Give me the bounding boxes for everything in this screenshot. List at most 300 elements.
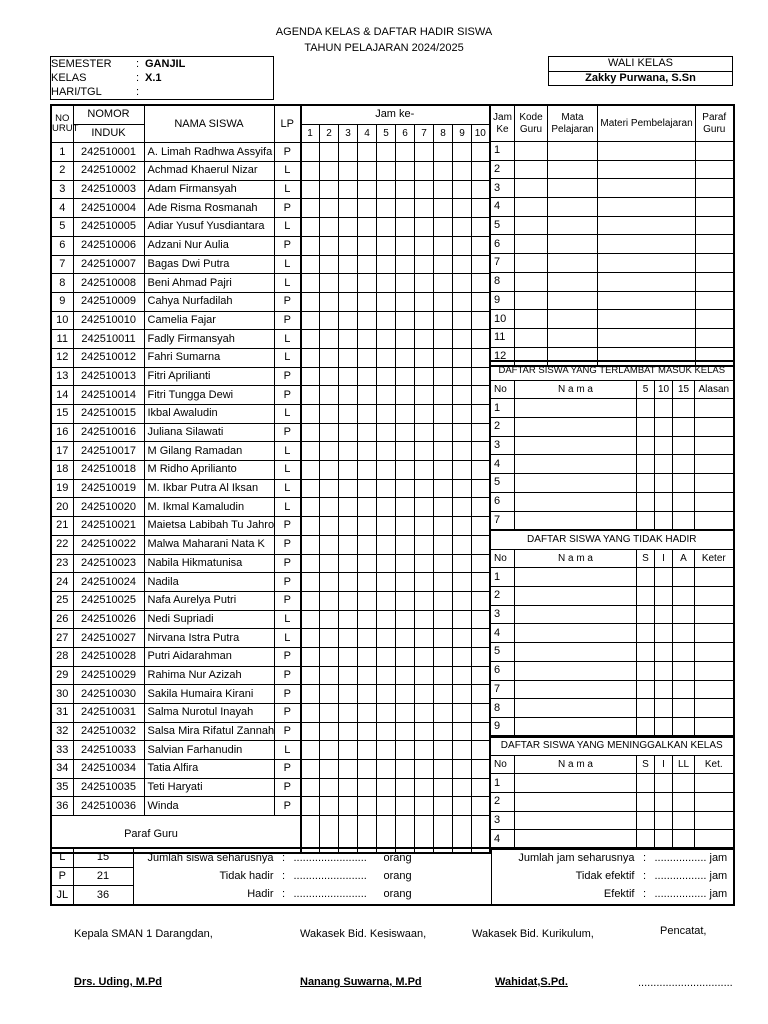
list-cell[interactable] — [655, 455, 673, 474]
list-cell[interactable] — [673, 811, 695, 830]
list-cell[interactable] — [637, 717, 655, 736]
jam-cell[interactable] — [339, 386, 358, 405]
jam-cell[interactable] — [320, 517, 339, 536]
jam-cell[interactable] — [301, 535, 320, 554]
jam-cell[interactable] — [377, 760, 396, 779]
list-cell[interactable] — [655, 811, 673, 830]
jam-cell[interactable] — [301, 311, 320, 330]
jam-cell[interactable] — [377, 517, 396, 536]
jam-cell[interactable] — [472, 760, 490, 779]
jam-cell[interactable] — [472, 218, 490, 237]
jam-cell[interactable] — [472, 292, 490, 311]
jam-cell[interactable] — [339, 797, 358, 816]
agenda-cell[interactable] — [548, 291, 598, 310]
list-cell[interactable] — [637, 774, 655, 793]
jam-cell[interactable] — [377, 722, 396, 741]
jam-cell[interactable] — [358, 218, 377, 237]
jam-cell[interactable] — [453, 405, 472, 424]
jam-cell[interactable] — [320, 722, 339, 741]
jam-cell[interactable] — [377, 274, 396, 293]
jam-cell[interactable] — [434, 367, 453, 386]
jam-cell[interactable] — [339, 143, 358, 162]
jam-cell[interactable] — [301, 685, 320, 704]
list-cell[interactable] — [637, 605, 655, 624]
list-cell[interactable] — [637, 436, 655, 455]
agenda-cell[interactable] — [515, 291, 548, 310]
jam-cell[interactable] — [320, 704, 339, 723]
list-cell[interactable] — [673, 474, 695, 493]
jam-cell[interactable] — [472, 348, 490, 367]
jam-cell[interactable] — [339, 591, 358, 610]
agenda-cell[interactable] — [515, 198, 548, 217]
jam-cell[interactable] — [358, 330, 377, 349]
jam-cell[interactable] — [396, 760, 415, 779]
list-cell[interactable] — [637, 568, 655, 587]
list-cell[interactable] — [655, 492, 673, 511]
agenda-cell[interactable] — [696, 291, 734, 310]
jam-cell[interactable] — [320, 180, 339, 199]
list-cell[interactable] — [695, 624, 734, 643]
jam-cell[interactable] — [415, 722, 434, 741]
jam-cell[interactable] — [377, 666, 396, 685]
agenda-cell[interactable] — [696, 179, 734, 198]
list-cell[interactable] — [655, 680, 673, 699]
jam-cell[interactable] — [358, 610, 377, 629]
jam-cell[interactable] — [301, 704, 320, 723]
jam-cell[interactable] — [472, 479, 490, 498]
agenda-cell[interactable] — [696, 160, 734, 179]
jam-cell[interactable] — [301, 367, 320, 386]
list-cell[interactable] — [695, 680, 734, 699]
jam-cell[interactable] — [320, 554, 339, 573]
jam-cell[interactable] — [320, 498, 339, 517]
list-cell[interactable] — [515, 436, 637, 455]
jam-cell[interactable] — [339, 348, 358, 367]
jam-cell[interactable] — [320, 573, 339, 592]
jam-cell[interactable] — [358, 180, 377, 199]
jam-cell[interactable] — [415, 386, 434, 405]
jam-cell[interactable] — [377, 573, 396, 592]
jam-cell[interactable] — [434, 666, 453, 685]
agenda-cell[interactable] — [515, 310, 548, 329]
jam-cell[interactable] — [415, 479, 434, 498]
jam-cell[interactable] — [377, 405, 396, 424]
jam-cell[interactable] — [320, 442, 339, 461]
jam-cell[interactable] — [301, 498, 320, 517]
jam-cell[interactable] — [339, 722, 358, 741]
jam-cell[interactable] — [453, 517, 472, 536]
jam-cell[interactable] — [358, 199, 377, 218]
list-cell[interactable] — [637, 680, 655, 699]
jam-cell[interactable] — [415, 498, 434, 517]
list-cell[interactable] — [655, 418, 673, 437]
jam-cell[interactable] — [339, 405, 358, 424]
jam-cell[interactable] — [472, 647, 490, 666]
jam-cell[interactable] — [358, 348, 377, 367]
jam-cell[interactable] — [377, 610, 396, 629]
jam-cell[interactable] — [301, 591, 320, 610]
jam-cell[interactable] — [358, 573, 377, 592]
jam-cell[interactable] — [377, 647, 396, 666]
list-cell[interactable] — [655, 511, 673, 530]
list-cell[interactable] — [637, 418, 655, 437]
jam-cell[interactable] — [434, 405, 453, 424]
jam-cell[interactable] — [453, 685, 472, 704]
jam-cell[interactable] — [358, 704, 377, 723]
jam-cell[interactable] — [415, 367, 434, 386]
jam-cell[interactable] — [434, 479, 453, 498]
jam-cell[interactable] — [472, 274, 490, 293]
jam-cell[interactable] — [415, 666, 434, 685]
jam-cell[interactable] — [339, 162, 358, 181]
list-cell[interactable] — [655, 436, 673, 455]
jam-cell[interactable] — [453, 591, 472, 610]
jam-cell[interactable] — [472, 367, 490, 386]
list-cell[interactable] — [515, 587, 637, 606]
list-cell[interactable] — [673, 699, 695, 718]
jam-cell[interactable] — [434, 573, 453, 592]
jam-cell[interactable] — [396, 442, 415, 461]
jam-cell[interactable] — [339, 442, 358, 461]
jam-cell[interactable] — [339, 199, 358, 218]
jam-cell[interactable] — [396, 180, 415, 199]
jam-cell[interactable] — [339, 554, 358, 573]
jam-cell[interactable] — [415, 517, 434, 536]
jam-cell[interactable] — [339, 236, 358, 255]
jam-cell[interactable] — [415, 330, 434, 349]
list-cell[interactable] — [695, 492, 734, 511]
jam-cell[interactable] — [377, 442, 396, 461]
jam-cell[interactable] — [358, 629, 377, 648]
agenda-cell[interactable] — [696, 254, 734, 273]
jam-cell[interactable] — [396, 348, 415, 367]
list-cell[interactable] — [673, 511, 695, 530]
jam-cell[interactable] — [301, 236, 320, 255]
list-cell[interactable] — [673, 661, 695, 680]
jam-cell[interactable] — [453, 704, 472, 723]
jam-cell[interactable] — [339, 180, 358, 199]
list-cell[interactable] — [637, 587, 655, 606]
jam-cell[interactable] — [434, 760, 453, 779]
jam-cell[interactable] — [472, 255, 490, 274]
jam-cell[interactable] — [339, 741, 358, 760]
jam-cell[interactable] — [453, 741, 472, 760]
list-cell[interactable] — [695, 774, 734, 793]
jam-cell[interactable] — [415, 778, 434, 797]
list-cell[interactable] — [515, 774, 637, 793]
jam-cell[interactable] — [301, 573, 320, 592]
jam-cell[interactable] — [320, 311, 339, 330]
jam-cell[interactable] — [301, 423, 320, 442]
list-cell[interactable] — [515, 811, 637, 830]
jam-cell[interactable] — [396, 722, 415, 741]
jam-cell[interactable] — [472, 199, 490, 218]
jam-cell[interactable] — [415, 162, 434, 181]
jam-cell[interactable] — [339, 666, 358, 685]
agenda-cell[interactable] — [548, 310, 598, 329]
jam-cell[interactable] — [453, 722, 472, 741]
jam-cell[interactable] — [377, 704, 396, 723]
jam-cell[interactable] — [396, 535, 415, 554]
list-cell[interactable] — [673, 793, 695, 812]
jam-cell[interactable] — [415, 760, 434, 779]
list-cell[interactable] — [673, 643, 695, 662]
list-cell[interactable] — [655, 717, 673, 736]
jam-cell[interactable] — [358, 797, 377, 816]
list-cell[interactable] — [637, 455, 655, 474]
jam-cell[interactable] — [358, 461, 377, 480]
jam-cell[interactable] — [301, 162, 320, 181]
jam-cell[interactable] — [358, 498, 377, 517]
jam-cell[interactable] — [396, 461, 415, 480]
list-cell[interactable] — [655, 605, 673, 624]
jam-cell[interactable] — [301, 722, 320, 741]
jam-cell[interactable] — [434, 722, 453, 741]
list-cell[interactable] — [673, 605, 695, 624]
jam-cell[interactable] — [396, 704, 415, 723]
jam-cell[interactable] — [320, 255, 339, 274]
agenda-cell[interactable] — [598, 310, 696, 329]
jam-cell[interactable] — [396, 498, 415, 517]
jam-cell[interactable] — [377, 199, 396, 218]
list-cell[interactable] — [515, 680, 637, 699]
jam-cell[interactable] — [434, 442, 453, 461]
agenda-cell[interactable] — [515, 216, 548, 235]
jam-cell[interactable] — [434, 704, 453, 723]
jam-cell[interactable] — [472, 554, 490, 573]
jam-cell[interactable] — [377, 797, 396, 816]
jam-cell[interactable] — [358, 591, 377, 610]
list-cell[interactable] — [695, 511, 734, 530]
jam-cell[interactable] — [396, 405, 415, 424]
list-cell[interactable] — [515, 624, 637, 643]
list-cell[interactable] — [515, 793, 637, 812]
jam-cell[interactable] — [415, 143, 434, 162]
jam-cell[interactable] — [396, 685, 415, 704]
jam-cell[interactable] — [396, 666, 415, 685]
jam-cell[interactable] — [396, 423, 415, 442]
jam-cell[interactable] — [434, 535, 453, 554]
jam-cell[interactable] — [453, 199, 472, 218]
jam-cell[interactable] — [358, 479, 377, 498]
agenda-cell[interactable] — [696, 328, 734, 347]
jam-cell[interactable] — [472, 629, 490, 648]
jam-cell[interactable] — [396, 386, 415, 405]
jam-cell[interactable] — [434, 330, 453, 349]
jam-cell[interactable] — [301, 778, 320, 797]
jam-cell[interactable] — [320, 143, 339, 162]
jam-cell[interactable] — [358, 386, 377, 405]
list-cell[interactable] — [637, 492, 655, 511]
jam-cell[interactable] — [320, 535, 339, 554]
jam-cell[interactable] — [320, 423, 339, 442]
list-cell[interactable] — [695, 717, 734, 736]
jam-cell[interactable] — [434, 610, 453, 629]
jam-cell[interactable] — [453, 760, 472, 779]
jam-cell[interactable] — [434, 498, 453, 517]
jam-cell[interactable] — [472, 741, 490, 760]
list-cell[interactable] — [515, 511, 637, 530]
jam-cell[interactable] — [472, 797, 490, 816]
jam-cell[interactable] — [434, 423, 453, 442]
jam-cell[interactable] — [396, 199, 415, 218]
list-cell[interactable] — [515, 492, 637, 511]
jam-cell[interactable] — [358, 647, 377, 666]
jam-cell[interactable] — [396, 778, 415, 797]
list-cell[interactable] — [695, 587, 734, 606]
jam-cell[interactable] — [339, 685, 358, 704]
jam-cell[interactable] — [377, 685, 396, 704]
jam-cell[interactable] — [415, 647, 434, 666]
jam-cell[interactable] — [434, 274, 453, 293]
list-cell[interactable] — [695, 643, 734, 662]
jam-cell[interactable] — [396, 629, 415, 648]
jam-cell[interactable] — [472, 162, 490, 181]
jam-cell[interactable] — [320, 199, 339, 218]
list-cell[interactable] — [655, 699, 673, 718]
jam-cell[interactable] — [339, 498, 358, 517]
agenda-cell[interactable] — [598, 272, 696, 291]
jam-cell[interactable] — [377, 386, 396, 405]
jam-cell[interactable] — [301, 666, 320, 685]
jam-cell[interactable] — [377, 423, 396, 442]
agenda-cell[interactable] — [515, 235, 548, 254]
agenda-cell[interactable] — [515, 254, 548, 273]
jam-cell[interactable] — [339, 573, 358, 592]
list-cell[interactable] — [695, 455, 734, 474]
jam-cell[interactable] — [472, 778, 490, 797]
jam-cell[interactable] — [320, 666, 339, 685]
jam-cell[interactable] — [472, 610, 490, 629]
list-cell[interactable] — [637, 624, 655, 643]
agenda-cell[interactable] — [696, 272, 734, 291]
jam-cell[interactable] — [434, 255, 453, 274]
jam-cell[interactable] — [301, 218, 320, 237]
agenda-cell[interactable] — [598, 291, 696, 310]
jam-cell[interactable] — [434, 311, 453, 330]
jam-cell[interactable] — [301, 517, 320, 536]
jam-cell[interactable] — [472, 591, 490, 610]
agenda-cell[interactable] — [598, 235, 696, 254]
jam-cell[interactable] — [339, 255, 358, 274]
jam-cell[interactable] — [472, 423, 490, 442]
jam-cell[interactable] — [377, 218, 396, 237]
list-cell[interactable] — [515, 568, 637, 587]
agenda-cell[interactable] — [598, 198, 696, 217]
jam-cell[interactable] — [339, 629, 358, 648]
jam-cell[interactable] — [453, 162, 472, 181]
jam-cell[interactable] — [396, 479, 415, 498]
jam-cell[interactable] — [320, 760, 339, 779]
jam-cell[interactable] — [415, 573, 434, 592]
jam-cell[interactable] — [415, 610, 434, 629]
jam-cell[interactable] — [396, 274, 415, 293]
jam-cell[interactable] — [377, 778, 396, 797]
jam-cell[interactable] — [358, 554, 377, 573]
jam-cell[interactable] — [453, 498, 472, 517]
list-cell[interactable] — [515, 717, 637, 736]
jam-cell[interactable] — [453, 330, 472, 349]
jam-cell[interactable] — [301, 610, 320, 629]
jam-cell[interactable] — [453, 180, 472, 199]
jam-cell[interactable] — [415, 741, 434, 760]
jam-cell[interactable] — [339, 274, 358, 293]
jam-cell[interactable] — [434, 647, 453, 666]
jam-cell[interactable] — [415, 255, 434, 274]
jam-cell[interactable] — [320, 162, 339, 181]
jam-cell[interactable] — [396, 162, 415, 181]
list-cell[interactable] — [695, 436, 734, 455]
jam-cell[interactable] — [377, 591, 396, 610]
list-cell[interactable] — [515, 699, 637, 718]
agenda-cell[interactable] — [548, 328, 598, 347]
jam-cell[interactable] — [453, 573, 472, 592]
jam-cell[interactable] — [301, 274, 320, 293]
jam-cell[interactable] — [415, 704, 434, 723]
list-cell[interactable] — [673, 492, 695, 511]
list-cell[interactable] — [673, 624, 695, 643]
jam-cell[interactable] — [453, 778, 472, 797]
jam-cell[interactable] — [434, 461, 453, 480]
jam-cell[interactable] — [472, 535, 490, 554]
jam-cell[interactable] — [415, 405, 434, 424]
jam-cell[interactable] — [453, 797, 472, 816]
list-cell[interactable] — [673, 680, 695, 699]
jam-cell[interactable] — [396, 591, 415, 610]
jam-cell[interactable] — [453, 666, 472, 685]
jam-cell[interactable] — [377, 180, 396, 199]
jam-cell[interactable] — [358, 367, 377, 386]
list-cell[interactable] — [673, 568, 695, 587]
list-cell[interactable] — [673, 717, 695, 736]
jam-cell[interactable] — [396, 367, 415, 386]
agenda-cell[interactable] — [598, 216, 696, 235]
jam-cell[interactable] — [453, 386, 472, 405]
jam-cell[interactable] — [339, 367, 358, 386]
jam-cell[interactable] — [339, 778, 358, 797]
jam-cell[interactable] — [472, 236, 490, 255]
agenda-cell[interactable] — [515, 179, 548, 198]
jam-cell[interactable] — [377, 330, 396, 349]
jam-cell[interactable] — [301, 479, 320, 498]
jam-cell[interactable] — [472, 405, 490, 424]
list-cell[interactable] — [637, 699, 655, 718]
jam-cell[interactable] — [396, 573, 415, 592]
jam-cell[interactable] — [358, 517, 377, 536]
jam-cell[interactable] — [415, 442, 434, 461]
list-cell[interactable] — [655, 399, 673, 418]
agenda-cell[interactable] — [696, 142, 734, 161]
jam-cell[interactable] — [339, 479, 358, 498]
jam-cell[interactable] — [453, 535, 472, 554]
jam-cell[interactable] — [453, 479, 472, 498]
agenda-cell[interactable] — [598, 142, 696, 161]
list-cell[interactable] — [637, 793, 655, 812]
jam-cell[interactable] — [358, 405, 377, 424]
jam-cell[interactable] — [453, 554, 472, 573]
agenda-cell[interactable] — [548, 216, 598, 235]
jam-cell[interactable] — [358, 666, 377, 685]
list-cell[interactable] — [673, 436, 695, 455]
jam-cell[interactable] — [377, 236, 396, 255]
jam-cell[interactable] — [396, 292, 415, 311]
jam-cell[interactable] — [472, 722, 490, 741]
jam-cell[interactable] — [301, 180, 320, 199]
list-cell[interactable] — [673, 455, 695, 474]
list-cell[interactable] — [655, 474, 673, 493]
jam-cell[interactable] — [415, 311, 434, 330]
jam-cell[interactable] — [434, 162, 453, 181]
